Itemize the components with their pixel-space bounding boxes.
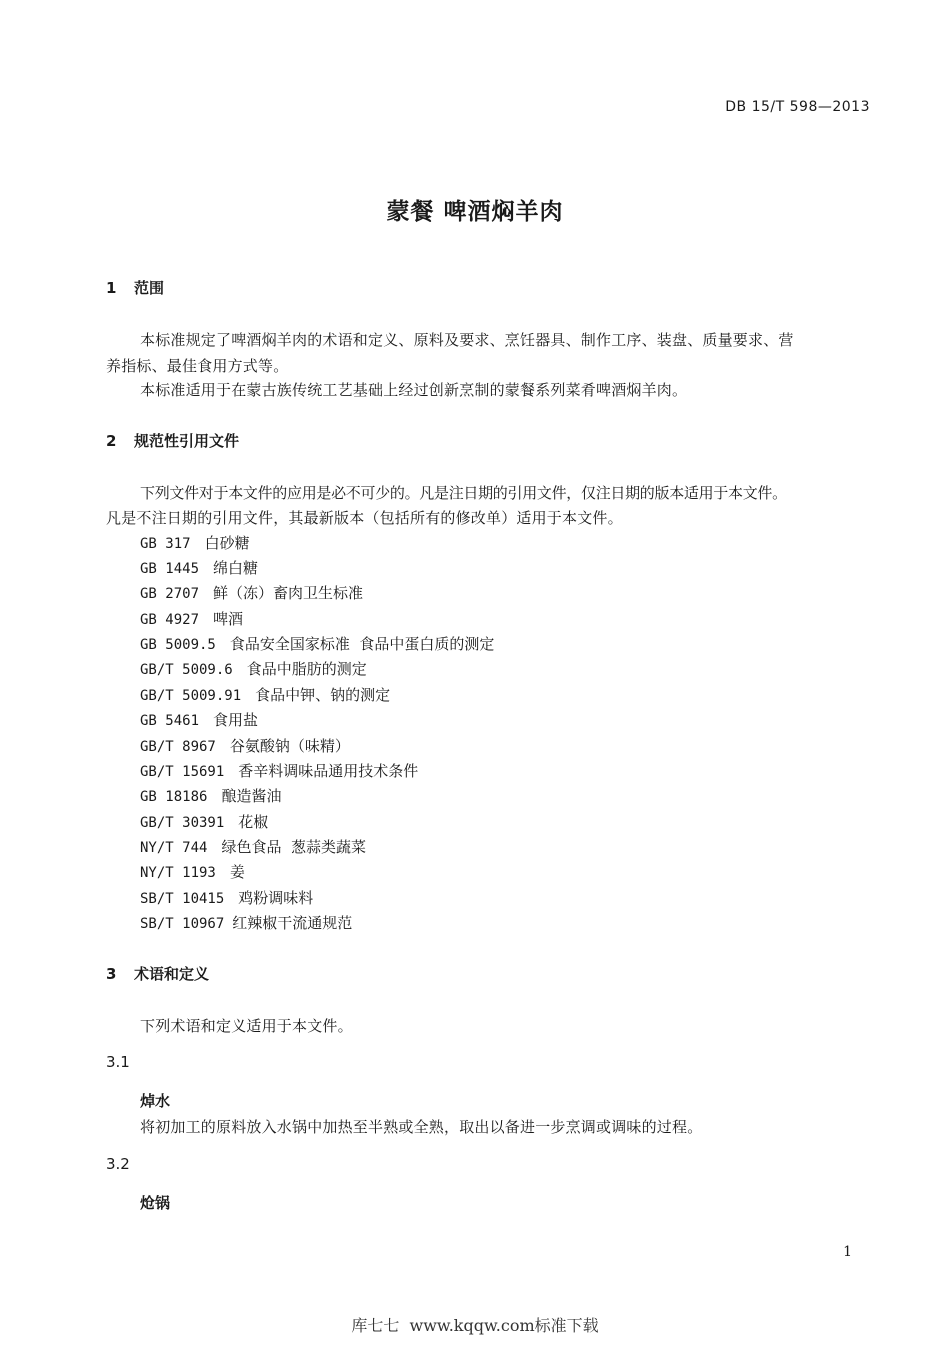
reference-code: GB/T 30391 (140, 815, 225, 831)
reference-code: GB 1445 (140, 561, 200, 577)
paragraph-line: 凡是不注日期的引用文件，其最新版本（包括所有的修改单）适用于本文件。 (106, 509, 623, 527)
reference-code: GB/T 15691 (140, 764, 225, 780)
reference-name: 食品中钾、钠的测定 (255, 686, 391, 704)
reference-item (140, 760, 418, 781)
section-number: 3 (106, 965, 117, 983)
reference-code: SB/T 10967 (140, 916, 225, 932)
section-1-heading (106, 277, 164, 298)
reference-name: 白砂糖 (204, 534, 250, 552)
term-title: 炝锅 (140, 1194, 171, 1212)
reference-name: 花椒 (238, 813, 269, 831)
reference-code: SB/T 10415 (140, 891, 225, 907)
reference-name: 食用盐 (213, 711, 259, 729)
reference-name: 绿色食品 葱蒜类蔬菜 (221, 838, 366, 856)
reference-code: GB 4927 (140, 612, 200, 628)
reference-name: 香辛料调味品通用技术条件 (238, 762, 419, 780)
term-number: 3.2 (106, 1155, 130, 1173)
document-id: DB 15/T 598—2013 (725, 99, 870, 115)
reference-item (140, 735, 350, 756)
reference-name: 鸡粉调味料 (238, 889, 314, 907)
paragraph-line: 本标准适用于在蒙古族传统工艺基础上经过创新烹制的蒙餐系列菜肴啤酒焖羊肉。 (140, 381, 688, 399)
reference-name: 食品中脂肪的测定 (246, 660, 367, 678)
reference-name: 鲜（冻）畜肉卫生标准 (213, 584, 364, 602)
reference-code: GB/T 8967 (140, 739, 216, 755)
reference-item (140, 532, 250, 553)
section-title: 范围 (134, 279, 165, 297)
reference-item (140, 658, 367, 679)
reference-name: 酿造酱油 (221, 787, 282, 805)
term-definition: 将初加工的原料放入水锅中加热至半熟或全熟，取出以备进一步烹调或调味的过程。 (140, 1118, 703, 1136)
paragraph-line: 下列术语和定义适用于本文件。 (140, 1017, 353, 1035)
reference-item (140, 608, 243, 629)
reference-name: 绵白糖 (213, 559, 259, 577)
reference-code: NY/T 1193 (140, 865, 216, 881)
reference-code: GB 18186 (140, 789, 208, 805)
page-number: 1 (843, 1244, 852, 1260)
reference-item (140, 557, 258, 578)
reference-item (140, 887, 313, 908)
reference-name: 红辣椒干流通规范 (232, 914, 353, 932)
reference-item (140, 811, 268, 832)
page-title: 蒙餐 啤酒焖羊肉 (386, 199, 564, 225)
reference-item (140, 836, 366, 857)
reference-name: 啤酒 (213, 610, 244, 628)
reference-code: GB 2707 (140, 586, 200, 602)
section-number: 2 (106, 432, 117, 450)
paragraph-line: 养指标、最佳食用方式等。 (106, 357, 289, 375)
reference-item (140, 912, 352, 933)
paragraph-line: 本标准规定了啤酒焖羊肉的术语和定义、原料及要求、烹饪器具、制作工序、装盘、质量要求、营 (140, 331, 794, 349)
reference-item (140, 861, 245, 882)
reference-code: GB/T 5009.6 (140, 662, 233, 678)
reference-code: NY/T 744 (140, 840, 208, 856)
paragraph-line: 下列文件对于本文件的应用是必不可少的。凡是注日期的引用文件，仅注日期的版本适用于本文件。 (140, 484, 787, 502)
section-number: 1 (106, 279, 117, 297)
reference-code: GB/T 5009.91 (140, 688, 242, 704)
section-title: 规范性引用文件 (134, 432, 240, 450)
footer-watermark: 库七七 www.kqqw.com标准下载 (351, 1316, 599, 1335)
reference-code: GB 5461 (140, 713, 200, 729)
term-number: 3.1 (106, 1053, 130, 1071)
reference-code: GB 5009.5 (140, 637, 216, 653)
section-3-heading (106, 963, 209, 984)
section-2-heading (106, 430, 239, 451)
reference-code: GB 317 (140, 536, 191, 552)
reference-item (140, 684, 390, 705)
reference-item (140, 582, 363, 603)
reference-name: 食品安全国家标准 食品中蛋白质的测定 (229, 635, 495, 653)
reference-name: 谷氨酸钠（味精） (229, 737, 350, 755)
reference-item (140, 709, 258, 730)
reference-item (140, 785, 281, 806)
section-title: 术语和定义 (134, 965, 210, 983)
reference-item (140, 633, 494, 654)
term-title: 焯水 (140, 1092, 171, 1110)
reference-name: 姜 (229, 863, 245, 881)
